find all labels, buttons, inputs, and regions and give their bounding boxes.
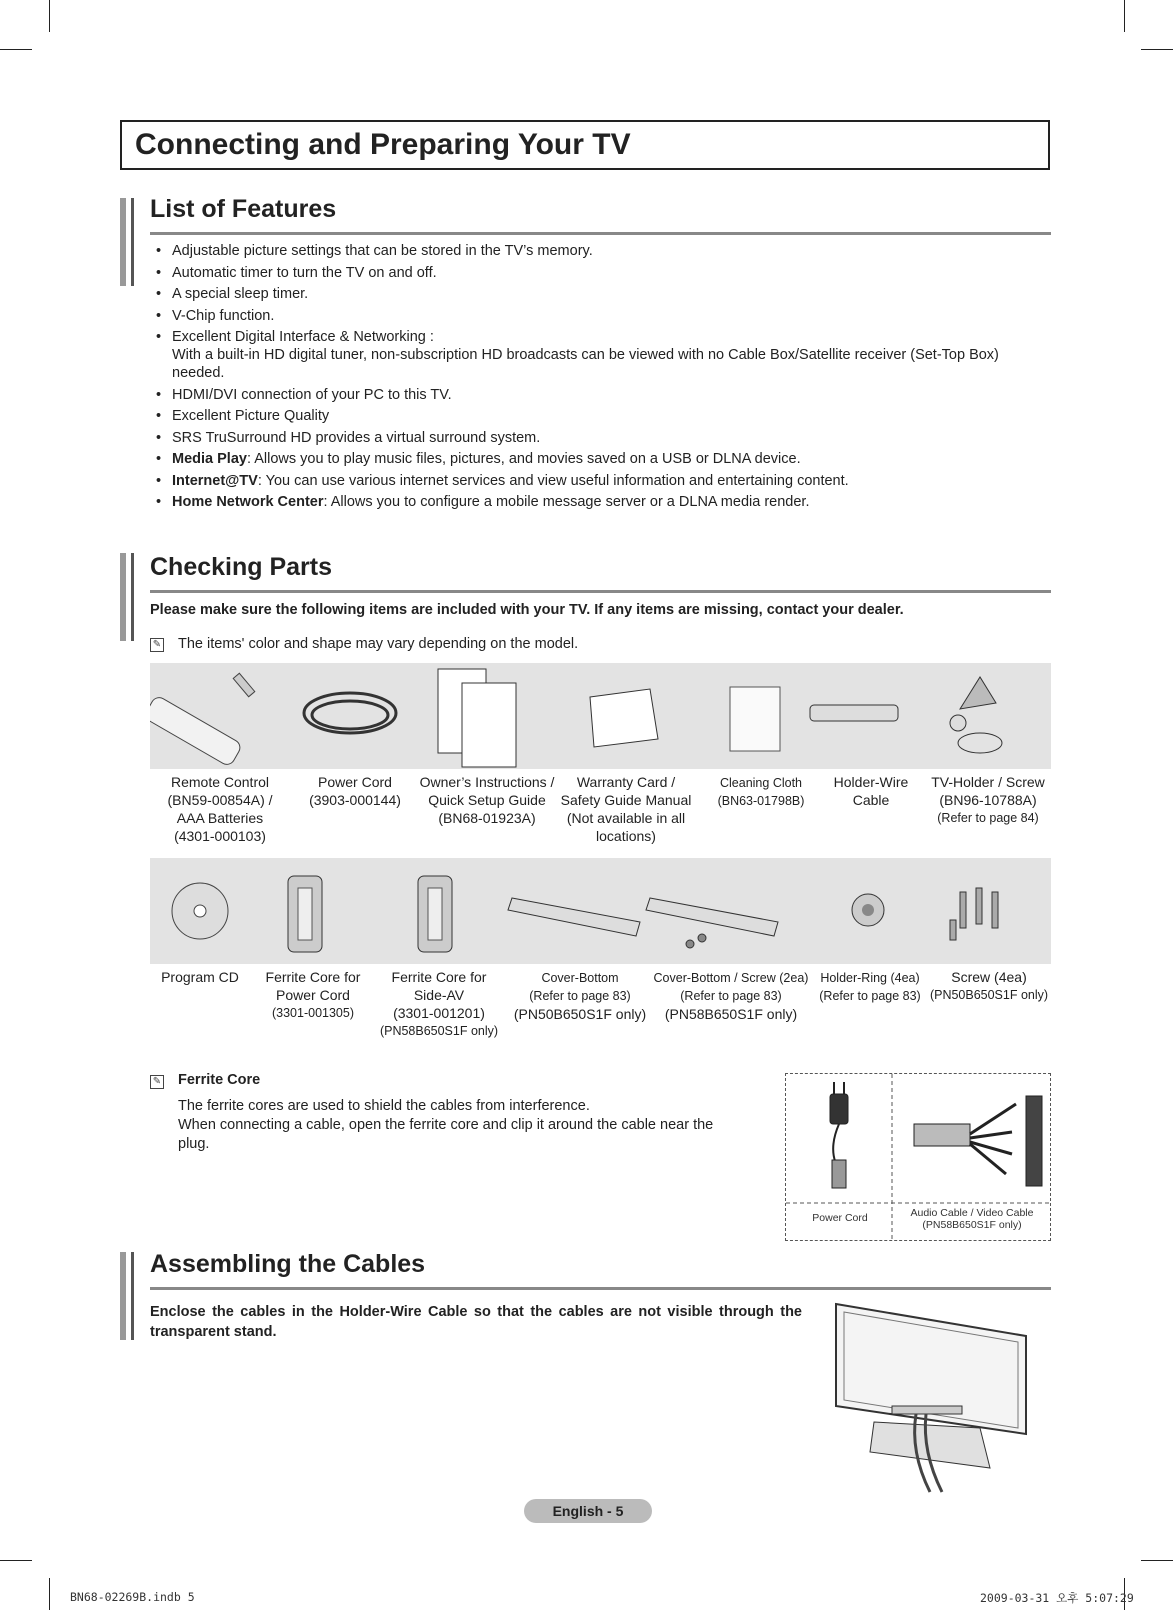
section-bar xyxy=(120,553,134,641)
checking-heading: Checking Parts xyxy=(150,553,333,581)
crop-mark xyxy=(49,1578,50,1610)
section-rule xyxy=(150,1287,1051,1290)
crop-mark xyxy=(49,0,50,32)
list-item: • Excellent Picture Quality xyxy=(150,407,1050,425)
part-label-remote: Remote Control (BN59-00854A) / AAA Batteries (4301-000103) xyxy=(167,774,273,844)
list-item: • A special sleep timer. xyxy=(150,285,1050,303)
part-label-cover-bottom-screw: Cover-Bottom / Screw (2ea) (Refer to page 83) (PN58B650S1F only) xyxy=(653,971,809,1022)
note-icon: ✎ xyxy=(150,638,164,652)
av-cable-icon xyxy=(914,1096,1042,1186)
cleaning-cloth-icon xyxy=(730,687,780,751)
list-item: • Automatic timer to turn the TV on and off. xyxy=(150,264,1050,282)
part-label-holder-ring: Holder-Ring (4ea) (Refer to page 83) xyxy=(819,971,921,1003)
holder-ring-icon xyxy=(852,894,884,926)
list-item: • Adjustable picture settings that can be stored in the TV’s memory. xyxy=(150,242,1050,260)
footer-file: BN68-02269B.indb 5 xyxy=(70,1590,195,1604)
caption-av-cable: Audio Cable / Video Cable (PN58B650S1F only) xyxy=(910,1207,1034,1231)
crop-mark xyxy=(0,49,32,50)
features-heading: List of Features xyxy=(150,195,337,223)
part-label-cleaning-cloth: Cleaning Cloth (BN63-01798B) xyxy=(717,776,805,808)
part-label-tv-holder: TV-Holder / Screw (BN96-10788A) (Refer to page 84) xyxy=(931,774,1045,825)
parts-illustrations-row1 xyxy=(150,663,1051,769)
assembling-text: Enclose the cables in the Holder-Wire Cable so that the cables are not visible through the transparent stand. xyxy=(150,1304,802,1340)
checking-note: The items' color and shape may vary depending on the model. xyxy=(178,636,579,652)
checking-intro: Please make sure the following items are included with your TV. If any items are missing, contact your dealer. xyxy=(150,602,904,618)
part-label-manual: Owner’s Instructions / Quick Setup Guide (BN68-01923A) xyxy=(419,774,555,826)
power-cord-icon xyxy=(304,693,396,733)
list-item: • V-Chip function. xyxy=(150,307,1050,325)
parts-illustrations-row2 xyxy=(150,858,1051,964)
crop-mark xyxy=(1141,1560,1173,1561)
page-title-box xyxy=(120,120,1050,170)
tv-holder-screw-icon xyxy=(950,677,1002,753)
holder-wire-cable-icon xyxy=(810,705,898,721)
manual-icon xyxy=(438,669,516,767)
ferrite-title: Ferrite Core xyxy=(178,1072,261,1088)
caption-power-cord: Power Cord xyxy=(812,1212,868,1224)
section-bar xyxy=(120,1252,134,1340)
footer-date: 2009-03-31 오후 5:07:29 xyxy=(980,1591,1134,1605)
remote-control-icon xyxy=(150,673,255,767)
note-icon: ✎ xyxy=(150,1075,164,1089)
tv-back-illustration xyxy=(830,1302,1030,1494)
cover-bottom-screw-icon xyxy=(646,898,778,948)
crop-mark xyxy=(0,1560,32,1561)
page-title: Connecting and Preparing Your TV xyxy=(135,128,631,161)
section-rule xyxy=(150,590,1051,593)
part-label-warranty: Warranty Card / Safety Guide Manual (Not available in all locations) xyxy=(560,774,692,844)
program-cd-icon xyxy=(172,883,228,939)
cover-bottom-icon xyxy=(508,898,640,936)
part-label-cover-bottom: Cover-Bottom (Refer to page 83) (PN50B650S1F only) xyxy=(513,971,647,1022)
section-bar xyxy=(120,198,134,286)
ferrite-text: The ferrite cores are used to shield the cables from interference. When connecting a cable, open the ferrite core and clip it around the cable near the plug. xyxy=(178,1098,714,1152)
list-item: • Media Play: Allows you to play music files, pictures, and movies saved on a USB or DLNA device. xyxy=(150,450,1050,468)
features-list xyxy=(150,242,1050,515)
screw-icon xyxy=(950,888,998,940)
section-rule xyxy=(150,232,1051,235)
page-number-label: English - 5 xyxy=(524,1499,652,1523)
warranty-card-icon xyxy=(590,689,658,747)
part-label-ferrite-power: Ferrite Core for Power Cord (3301-001305) xyxy=(265,969,361,1020)
crop-mark xyxy=(1124,0,1125,32)
parts-image-strip xyxy=(150,663,1051,769)
list-item: • HDMI/DVI connection of your PC to this TV. xyxy=(150,386,1050,404)
part-label-holder-wire: Holder-Wire Cable xyxy=(833,774,909,808)
part-label-program-cd: Program CD xyxy=(161,969,239,985)
ferrite-diagram xyxy=(785,1073,1051,1241)
power-cord-plug-icon xyxy=(830,1082,848,1188)
part-label-power-cord: Power Cord (3903-000144) xyxy=(309,774,401,808)
part-label-ferrite-av: Ferrite Core for Side-AV (3301-001201) (PN58B650S1F only) xyxy=(379,969,499,1038)
ferrite-core-av-icon xyxy=(418,876,452,952)
assembling-heading: Assembling the Cables xyxy=(150,1250,426,1278)
parts-image-strip xyxy=(150,858,1051,964)
ferrite-core-power-icon xyxy=(288,876,322,952)
list-item: • SRS TruSurround HD provides a virtual surround system. xyxy=(150,429,1050,447)
list-item: • Internet@TV: You can use various internet services and view useful information and entertaining content. xyxy=(150,472,1050,490)
list-item: • Excellent Digital Interface & Networking : With a built-in HD digital tuner, non-subscription HD broadcasts can be viewed with no Cable Box/Satellite receiver (Set-Top Box) needed. xyxy=(150,328,1050,382)
part-label-screw: Screw (4ea) (PN50B650S1F only) xyxy=(929,969,1049,1002)
crop-mark xyxy=(1141,49,1173,50)
list-item: • Home Network Center: Allows you to configure a mobile message server or a DLNA media render. xyxy=(150,493,1050,511)
